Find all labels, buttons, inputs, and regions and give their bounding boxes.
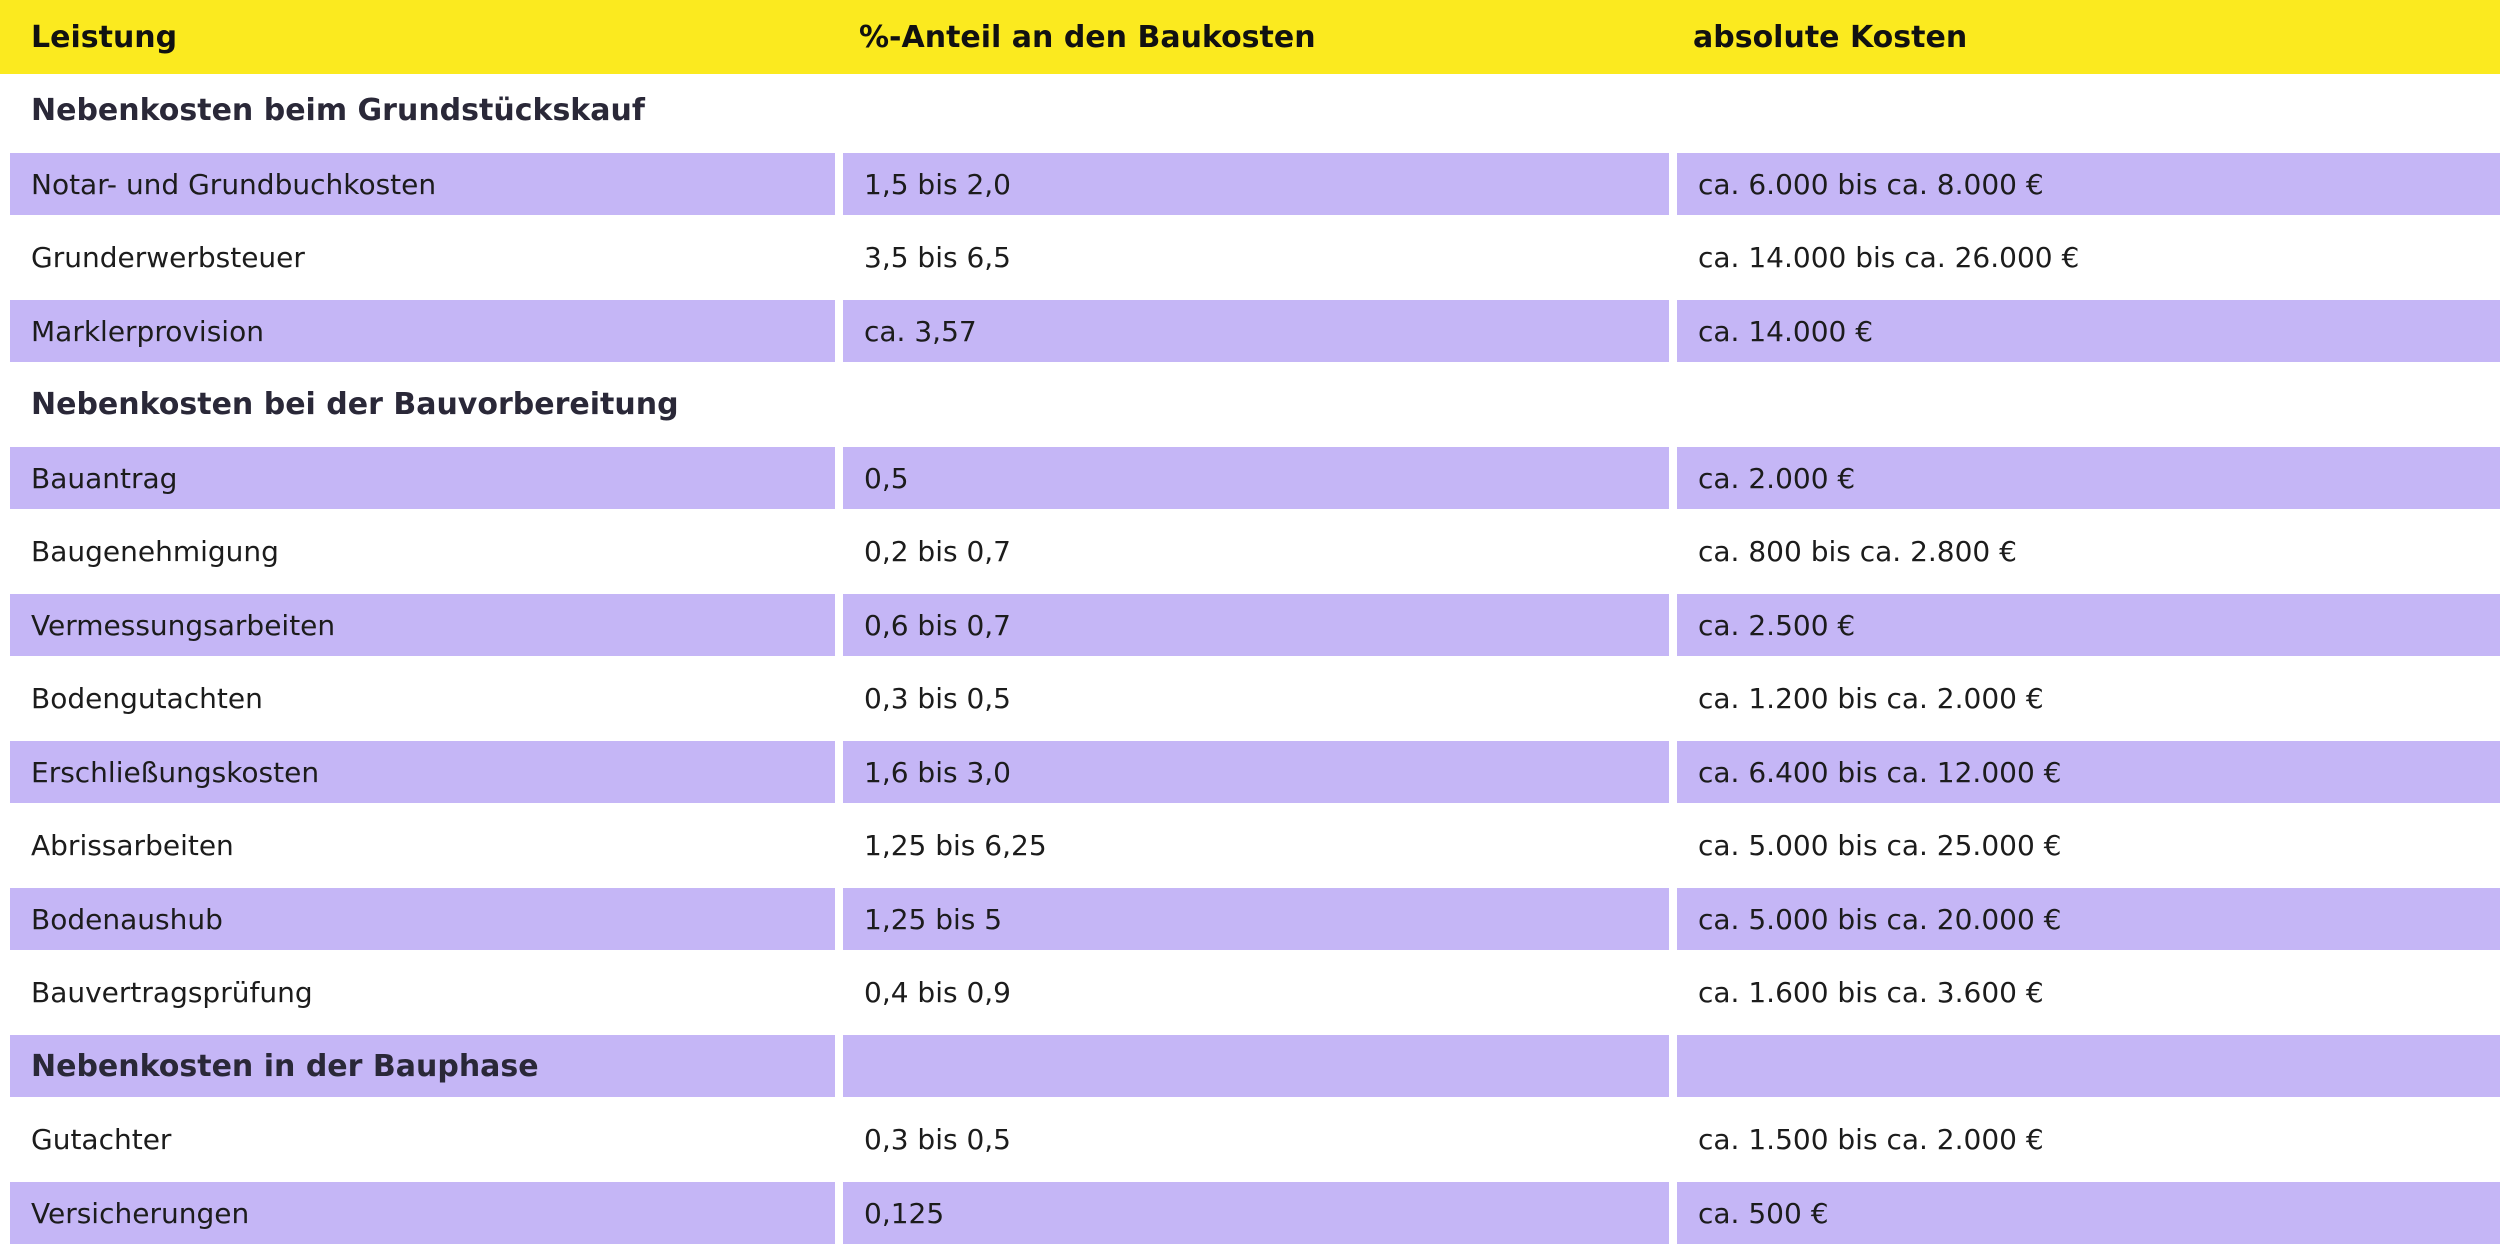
cell-kosten <box>1677 368 2500 442</box>
header-anteil: %-Anteil an den Baukosten <box>859 19 1316 55</box>
cell-anteil: 0,4 bis 0,9 <box>864 976 1011 1010</box>
cell-anteil: 3,5 bis 6,5 <box>864 241 1011 275</box>
cell-anteil <box>843 368 1669 442</box>
cell-leistung: Abrissarbeiten <box>31 829 234 863</box>
cell-kosten: ca. 14.000 bis ca. 26.000 € <box>1698 241 2080 275</box>
section-row <box>5 74 2500 148</box>
cell-leistung: Bauantrag <box>10 447 835 509</box>
table-row <box>5 295 2500 369</box>
cell-anteil: 0,2 bis 0,7 <box>864 535 1011 569</box>
cell-kosten: ca. 5.000 bis ca. 25.000 € <box>1698 829 2062 863</box>
table-row <box>5 221 2500 295</box>
cell-leistung: Erschließungskosten <box>10 741 835 803</box>
cell-kosten: ca. 2.000 € <box>1677 447 2500 509</box>
table-row <box>5 736 2500 810</box>
cell-leistung: Baugenehmigung <box>31 535 279 569</box>
table-row <box>5 515 2500 589</box>
header-kosten: absolute Kosten <box>1693 19 1968 55</box>
cell-leistung: Nebenkosten beim Grundstückskauf <box>31 93 645 129</box>
cell-leistung: Nebenkosten in der Bauphase <box>10 1035 835 1097</box>
cell-anteil: 0,6 bis 0,7 <box>843 594 1669 656</box>
section-row <box>5 368 2500 442</box>
cell-kosten: ca. 500 € <box>1677 1182 2500 1244</box>
cell-leistung: Notar- und Grundbuchkosten <box>10 153 835 215</box>
cell-kosten <box>1677 74 2500 148</box>
cell-leistung: Grunderwerbsteuer <box>31 241 305 275</box>
cell-kosten: ca. 2.500 € <box>1677 594 2500 656</box>
cell-kosten: ca. 5.000 bis ca. 20.000 € <box>1677 888 2500 950</box>
cell-kosten: ca. 1.600 bis ca. 3.600 € <box>1698 976 2044 1010</box>
cell-anteil <box>843 74 1669 148</box>
section-row <box>5 1030 2500 1104</box>
table-body <box>5 74 2500 1250</box>
cell-kosten: ca. 14.000 € <box>1677 300 2500 362</box>
header-leistung: Leistung <box>31 19 178 55</box>
table-row <box>5 589 2500 663</box>
cell-kosten: ca. 1.500 bis ca. 2.000 € <box>1698 1123 2044 1157</box>
cell-kosten <box>1677 1035 2500 1097</box>
table-header <box>0 0 2500 74</box>
cell-leistung: Bauvertragsprüfung <box>31 976 313 1010</box>
table-row <box>5 956 2500 1030</box>
cell-anteil <box>843 1035 1669 1097</box>
cell-kosten: ca. 6.400 bis ca. 12.000 € <box>1677 741 2500 803</box>
cell-leistung: Nebenkosten bei der Bauvorbereitung <box>31 387 679 423</box>
cell-leistung: Marklerprovision <box>10 300 835 362</box>
table-row <box>5 809 2500 883</box>
cell-anteil: 0,5 <box>843 447 1669 509</box>
table-row <box>5 662 2500 736</box>
cell-kosten: ca. 800 bis ca. 2.800 € <box>1698 535 2017 569</box>
cell-leistung: Versicherungen <box>10 1182 835 1244</box>
cell-leistung: Bodenaushub <box>10 888 835 950</box>
cell-anteil: 0,3 bis 0,5 <box>864 682 1011 716</box>
cell-anteil: 1,6 bis 3,0 <box>843 741 1669 803</box>
cell-anteil: 1,25 bis 5 <box>843 888 1669 950</box>
table-row <box>5 1103 2500 1177</box>
cell-anteil: 1,5 bis 2,0 <box>843 153 1669 215</box>
cell-leistung: Gutachter <box>31 1123 172 1157</box>
table-row <box>5 1177 2500 1250</box>
cell-anteil: 1,25 bis 6,25 <box>864 829 1047 863</box>
cell-leistung: Bodengutachten <box>31 682 263 716</box>
table-row <box>5 442 2500 516</box>
cell-leistung: Vermessungsarbeiten <box>10 594 835 656</box>
cell-kosten: ca. 1.200 bis ca. 2.000 € <box>1698 682 2044 716</box>
cell-anteil: 0,125 <box>843 1182 1669 1244</box>
table-row <box>5 148 2500 222</box>
cell-anteil: ca. 3,57 <box>843 300 1669 362</box>
cost-table <box>5 0 2500 1250</box>
table-row <box>5 883 2500 957</box>
cell-kosten: ca. 6.000 bis ca. 8.000 € <box>1677 153 2500 215</box>
cell-anteil: 0,3 bis 0,5 <box>864 1123 1011 1157</box>
